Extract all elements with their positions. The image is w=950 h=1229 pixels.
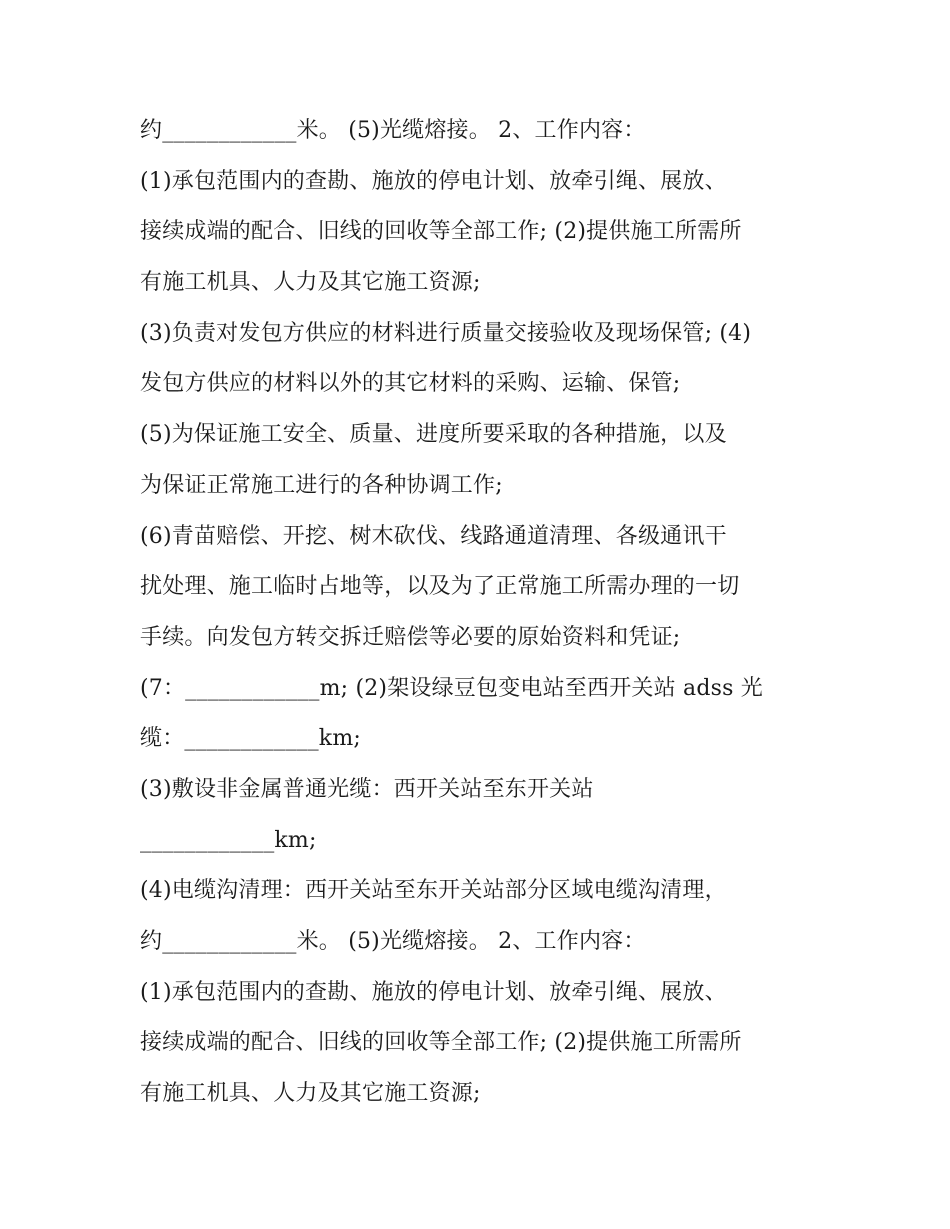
text-line: (3)负责对发包方供应的材料进行质量交接验收及现场保管; (4) (140, 320, 752, 346)
text-line: (3)敷设非金属普通光缆：西开关站至东开关站 (140, 776, 594, 802)
text-line: 约____________米。 (5)光缆熔接。 2、工作内容： (140, 118, 646, 143)
text-line: (1)承包范围内的查勘、施放的停电计划、放牵引绳、展放、 (140, 979, 727, 1005)
text-line: 缆：____________km; (140, 726, 362, 752)
text-line: (1)承包范围内的查勘、施放的停电计划、放牵引绳、展放、 (140, 168, 727, 194)
text-line: 发包方供应的材料以外的其它材料的采购、运输、保管; (140, 371, 681, 397)
text-line: (4)电缆沟清理：西开关站至东开关站部分区域电缆沟清理， (140, 878, 727, 904)
text-line: (7：____________m; (2)架设绿豆包变电站至西开关站 adss 光 (140, 675, 763, 701)
text-line: 有施工机具、人力及其它施工资源; (140, 1081, 481, 1107)
text-line: (6)青苗赔偿、开挖、树木砍伐、线路通道清理、各级通讯干 (140, 523, 727, 549)
text-line: ____________km; (140, 827, 317, 853)
text-line: 接续成端的配合、旧线的回收等全部工作; (2)提供施工所需所 (140, 1030, 742, 1056)
text-line: 手续。向发包方转交拆迁赔偿等必要的原始资料和凭证; (140, 624, 681, 650)
text-line: 为保证正常施工进行的各种协调工作; (140, 472, 503, 498)
text-line: 扰处理、施工临时占地等，以及为了正常施工所需办理的一切 (140, 574, 740, 600)
document-body (140, 106, 830, 1120)
text-line: 接续成端的配合、旧线的回收等全部工作; (2)提供施工所需所 (140, 219, 742, 245)
text-line: 约____________米。 (5)光缆熔接。 2、工作内容： (140, 929, 646, 954)
text-line: (5)为保证施工安全、质量、进度所要采取的各种措施，以及 (140, 422, 727, 448)
text-line: 有施工机具、人力及其它施工资源; (140, 270, 481, 296)
